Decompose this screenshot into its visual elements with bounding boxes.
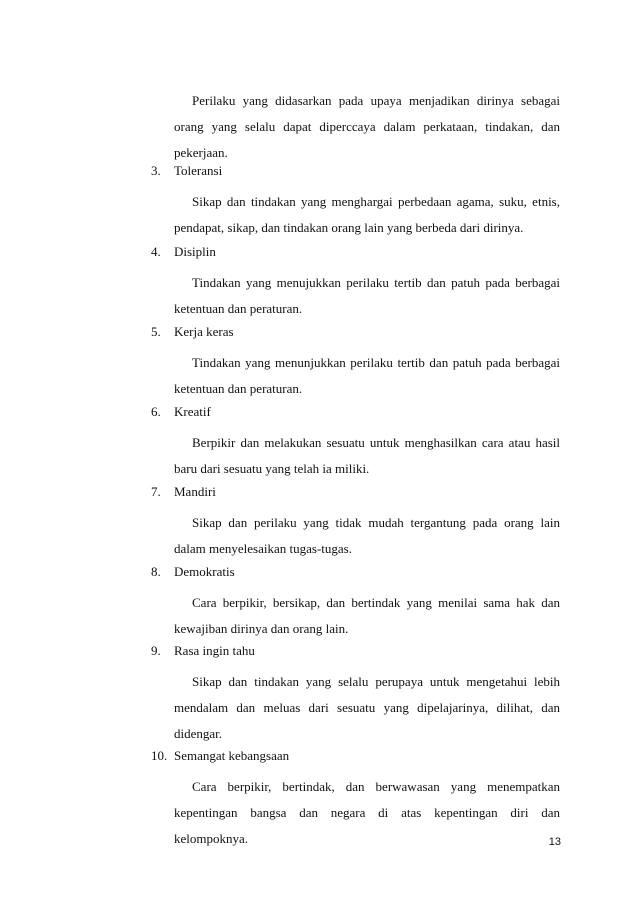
list-item-heading <box>151 399 560 425</box>
list-item-description: Cara berpikir, bertindak, dan berwawasan yang menempatkan kepentingan bangsa dan negara di atas kepentingan diri dan kelompoknya. <box>174 779 560 846</box>
list-item-number: 10. <box>151 748 168 763</box>
list-item-title: Mandiri <box>174 484 216 499</box>
list-item-number: 4. <box>151 244 161 259</box>
list-item-number: 3. <box>151 163 161 178</box>
list-item <box>151 559 560 642</box>
list-item-description: Cara berpikir, bersikap, dan bertindak yang menilai sama hak dan kewajiban dirinya dan orang lain. <box>174 595 560 636</box>
list-item-title: Toleransi <box>174 163 223 178</box>
list-item-title: Kreatif <box>174 404 211 419</box>
list-item-title: Semangat kebangsaan <box>174 748 290 763</box>
list-item-title: Kerja keras <box>174 324 234 339</box>
list-item-number: 9. <box>151 643 161 658</box>
list-item <box>151 239 560 322</box>
list-item <box>151 743 560 852</box>
list-item-heading <box>151 743 560 769</box>
list-item <box>151 638 560 747</box>
list-item-title: Rasa ingin tahu <box>174 643 255 658</box>
list-item-heading <box>151 158 560 184</box>
list-item-number: 8. <box>151 564 161 579</box>
list-item-number: 7. <box>151 484 161 499</box>
page-number: 13 <box>548 836 561 848</box>
list-item-heading <box>151 239 560 265</box>
list-item <box>151 399 560 482</box>
list-item-number: 6. <box>151 404 161 419</box>
list-item-heading <box>151 479 560 505</box>
list-item-heading <box>151 319 560 345</box>
list-item-heading <box>151 638 560 664</box>
intro-block <box>174 88 560 166</box>
list-item-description: Sikap dan tindakan yang menghargai perbedaan agama, suku, etnis, pendapat, sikap, dan tindakan orang lain yang berbeda dari dirinya. <box>174 194 560 235</box>
list-item-description: Sikap dan tindakan yang selalu perupaya untuk mengetahui lebih mendalam dan meluas dari sesuatu yang dipelajarinya, dilihat, dan didengar. <box>174 674 560 741</box>
list-item-description: Berpikir dan melakukan sesuatu untuk menghasilkan cara atau hasil baru dari sesuatu yang telah ia miliki. <box>174 435 560 476</box>
list-item-title: Disiplin <box>174 244 216 259</box>
list-item-number: 5. <box>151 324 161 339</box>
list-item <box>151 158 560 241</box>
list-item <box>151 479 560 562</box>
list-item <box>151 319 560 402</box>
list-item-title: Demokratis <box>174 564 235 579</box>
list-item-description: Tindakan yang menunjukkan perilaku tertib dan patuh pada berbagai ketentuan dan peraturan. <box>174 355 560 396</box>
list-item-description: Tindakan yang menujukkan perilaku tertib dan patuh pada berbagai ketentuan dan peraturan. <box>174 275 560 316</box>
list-item-heading <box>151 559 560 585</box>
list-item-description: Sikap dan perilaku yang tidak mudah tergantung pada orang lain dalam menyelesaikan tugas-tugas. <box>174 515 560 556</box>
intro-paragraph: Perilaku yang didasarkan pada upaya menjadikan dirinya sebagai orang yang selalu dapat diperccaya dalam perkataan, tindakan, dan pekerjaan. <box>174 93 560 160</box>
